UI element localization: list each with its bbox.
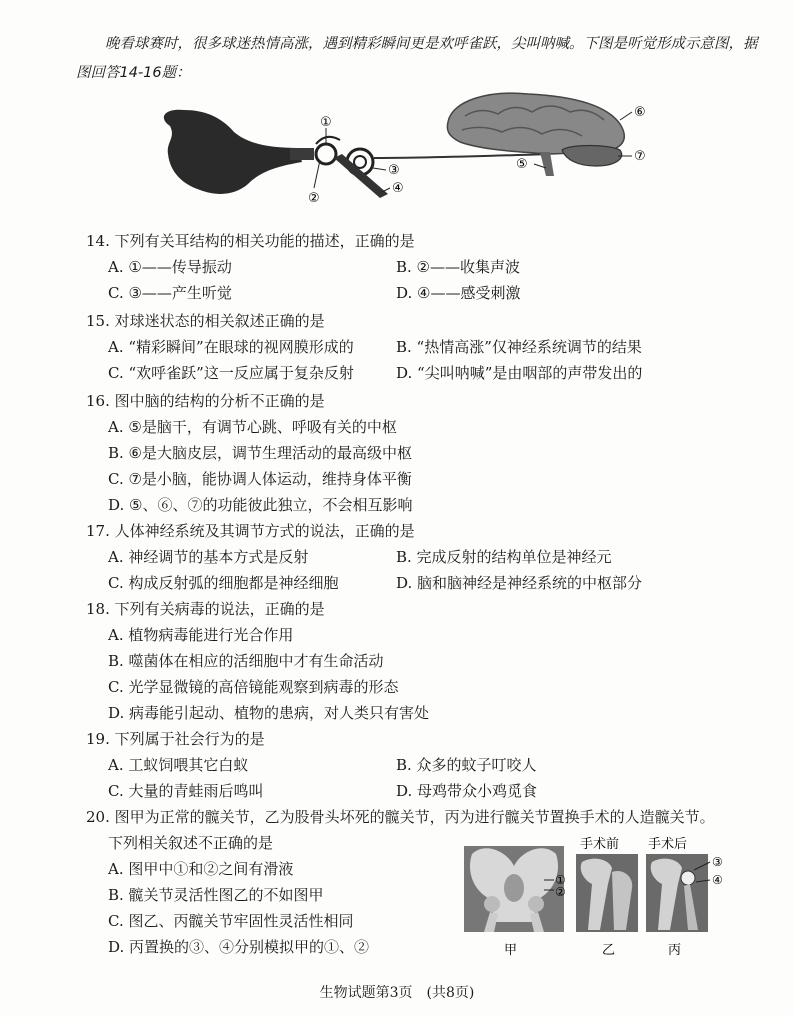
option-b: B. 众多的蚊子叮咬人 xyxy=(396,756,537,774)
question-stem: 20. 图甲为正常的髋关节，乙为股骨头坏死的髋关节，丙为进行髋关节置换手术的人造髋关节。 xyxy=(86,808,715,826)
label-before-surgery: 手术前 xyxy=(580,837,620,852)
option-b: B. “热情高涨”仅神经系统调节的结果 xyxy=(396,338,642,356)
femur-after-image xyxy=(646,854,708,932)
question-18 xyxy=(86,596,429,726)
option-c: C. 图乙、丙髋关节牢固性灵活性相同 xyxy=(108,912,354,930)
caption-bing: 丙 xyxy=(668,943,682,958)
question-stem: 15. 对球迷状态的相关叙述正确的是 xyxy=(86,312,325,330)
option-a: A. 图甲中①和②之间有滑液 xyxy=(108,860,294,878)
ear-label-2: ② xyxy=(308,191,320,206)
question-stem: 14. 下列有关耳结构的相关功能的描述，正确的是 xyxy=(86,232,415,250)
option-b: B. 噬菌体在相应的活细胞中才有生命活动 xyxy=(108,652,384,670)
brain-label-6: ⑥ xyxy=(634,105,646,120)
hip-marker-2: ② xyxy=(555,885,566,899)
option-d: D. 脑和脑神经是神经系统的中枢部分 xyxy=(396,574,643,592)
hip-joint-figure xyxy=(462,832,762,962)
option-b: B. ②——收集声波 xyxy=(396,258,521,276)
option-a: A. ①——传导振动 xyxy=(108,258,232,276)
brain-label-5: ⑤ xyxy=(516,157,528,172)
option-d: D. ④——感受刺激 xyxy=(396,284,521,302)
ear-canal xyxy=(290,148,314,160)
option-c: C. 大量的青蛙雨后鸣叫 xyxy=(108,782,264,800)
question-stem: 16. 图中脑的结构的分析不正确的是 xyxy=(86,392,325,410)
option-c: C. 光学显微镜的高倍镜能观察到病毒的形态 xyxy=(108,678,399,696)
hip-marker-1: ① xyxy=(555,873,566,887)
option-c: C. “欢呼雀跃”这一反应属于复杂反射 xyxy=(108,364,354,382)
question-15 xyxy=(86,308,684,386)
caption-yi: 乙 xyxy=(602,943,616,958)
outer-ear-shape xyxy=(164,110,302,194)
femur-before-image xyxy=(576,854,638,932)
hip-marker-4: ④ xyxy=(712,873,723,887)
question-stem: 18. 下列有关病毒的说法，正确的是 xyxy=(86,600,325,618)
question-19 xyxy=(86,726,684,804)
option-a: A. “精彩瞬间”在眼球的视网膜形成的 xyxy=(108,338,354,356)
ear-label-1: ① xyxy=(320,115,332,130)
question-stem: 17. 人体神经系统及其调节方式的说法，正确的是 xyxy=(86,522,415,540)
label-after-surgery: 手术后 xyxy=(648,837,688,852)
option-c: C. ⑦是小脑，能协调人体运动，维持身体平衡 xyxy=(108,470,412,488)
option-d: D. 母鸡带众小鸡觅食 xyxy=(396,782,538,800)
option-b: B. 完成反射的结构单位是神经元 xyxy=(396,548,612,566)
brain-label-7: ⑦ xyxy=(634,149,646,164)
hip-marker-3: ③ xyxy=(712,855,723,869)
intro-text: 晚看球赛时，很多球迷热情高涨，遇到精彩瞬间更是欢呼雀跃，尖叫呐喊。下图是听觉形成示意图，据图回答14-16题： xyxy=(76,36,758,81)
brain-shape xyxy=(447,93,624,176)
question-stem-continued: 下列相关叙述不正确的是 xyxy=(108,834,274,852)
question-14 xyxy=(86,228,684,306)
question-stem: 19. 下列属于社会行为的是 xyxy=(86,730,265,748)
question-17 xyxy=(86,518,684,596)
option-c: C. 构成反射弧的细胞都是神经细胞 xyxy=(108,574,339,592)
option-d: D. 丙置换的③、④分别模拟甲的①、② xyxy=(108,938,370,956)
option-d: D. 病毒能引起动、植物的患病，对人类只有害处 xyxy=(108,704,430,722)
option-d: D. ⑤、⑥、⑦的功能彼此独立，不会相互影响 xyxy=(108,496,413,514)
option-a: A. 植物病毒能进行光合作用 xyxy=(108,626,294,644)
option-a: A. ⑤是脑干，有调节心跳、呼吸有关的中枢 xyxy=(108,418,397,436)
option-b: B. ⑥是大脑皮层，调节生理活动的最高级中枢 xyxy=(108,444,413,462)
ear-label-3: ③ xyxy=(388,163,400,178)
option-b: B. 髋关节灵活性图乙的不如图甲 xyxy=(108,886,324,904)
caption-jia: 甲 xyxy=(504,943,518,958)
option-c: C. ③——产生听觉 xyxy=(108,284,232,302)
hearing-diagram xyxy=(130,88,690,220)
option-a: A. 神经调节的基本方式是反射 xyxy=(108,548,309,566)
pelvis-image xyxy=(464,846,564,932)
question-16 xyxy=(86,388,412,518)
option-d: D. “尖叫呐喊”是由咽部的声带发出的 xyxy=(396,364,643,382)
ear-label-4: ④ xyxy=(392,181,404,196)
page-footer: 生物试题第3页 (共8页) xyxy=(319,985,475,1001)
option-a: A. 工蚁饲喂其它白蚁 xyxy=(108,756,249,774)
inner-ear xyxy=(316,137,388,198)
